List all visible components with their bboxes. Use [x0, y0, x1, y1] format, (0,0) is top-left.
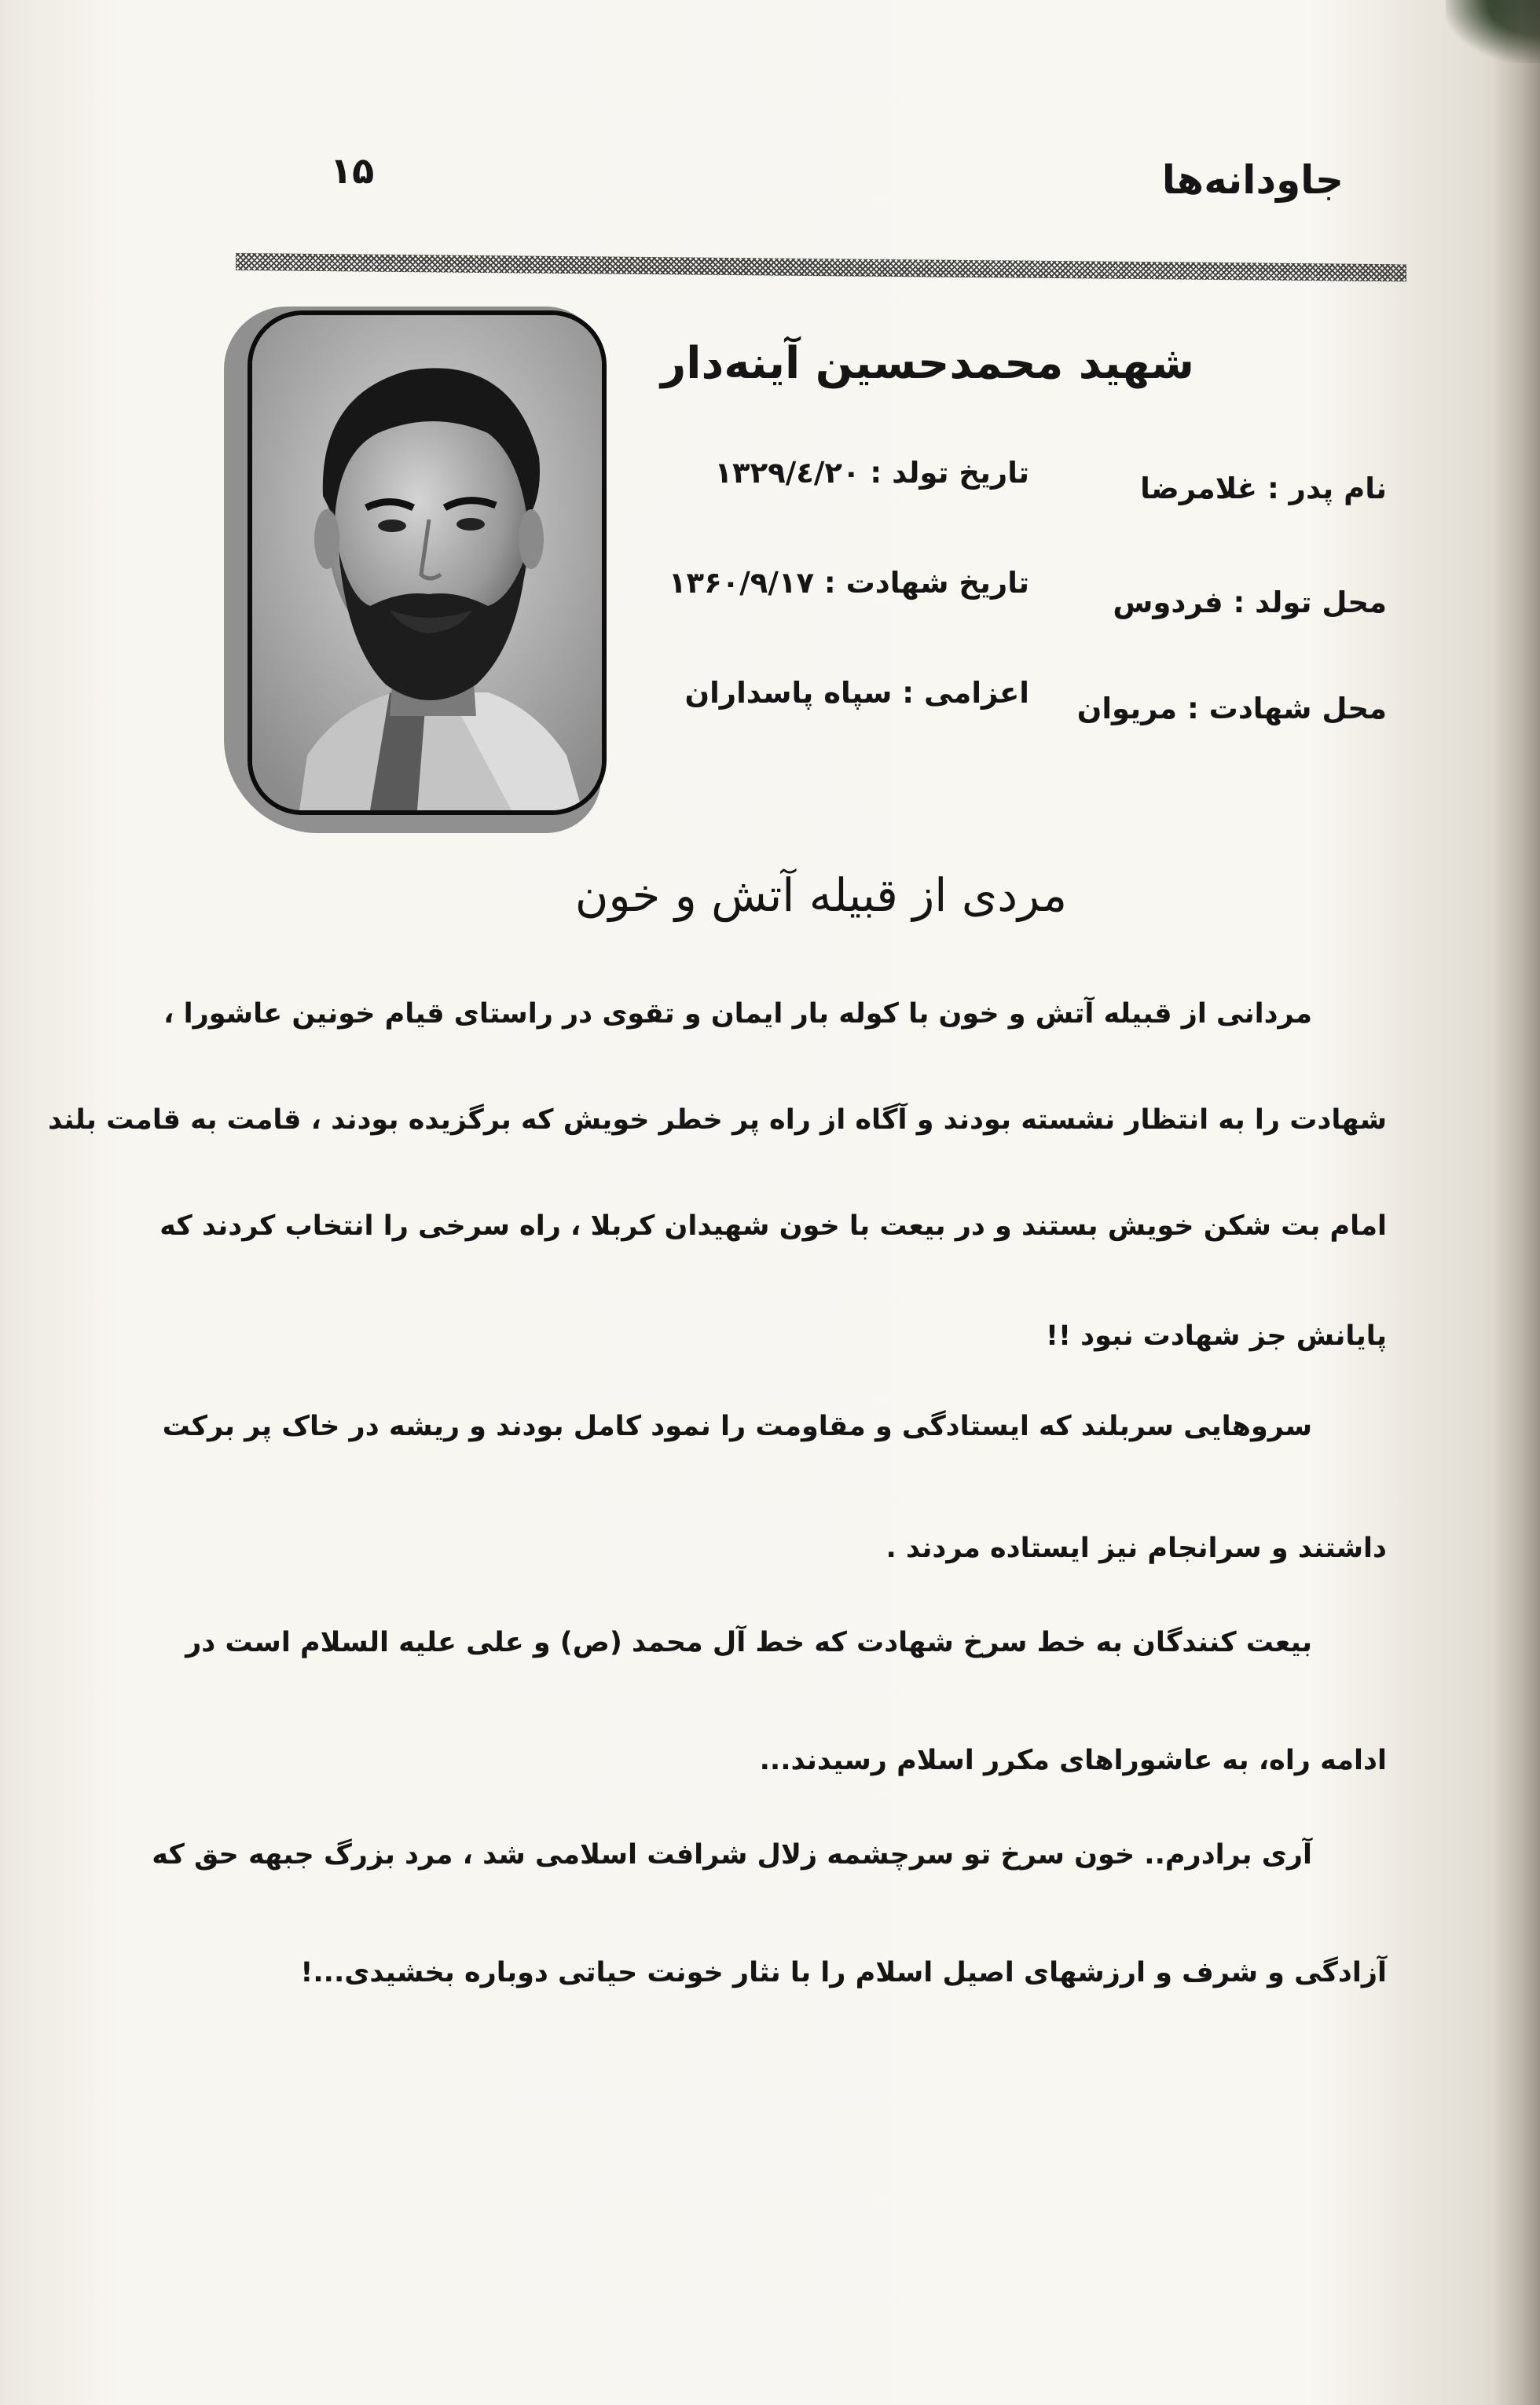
article-line: داشتند و سرانجام نیز ایستاده مردند .: [886, 1533, 1387, 1564]
article-line: مردانی از قبیله آتش و خون با کوله بار ایمان و تقوی در راستای قیام خونین عاشورا ،: [163, 998, 1312, 1030]
martyr-name-title: شهید محمدحسین آینه‌دار: [661, 338, 1194, 389]
dispatched-by: اعزامی : سپاه پاسداران: [684, 676, 1029, 710]
father-name: نام پدر : غلامرضا: [1140, 472, 1387, 505]
birth-date: تاریخ تولد : ۱۳۲۹/٤/۲۰: [714, 456, 1029, 490]
martyrdom-date: تاریخ شهادت : ۱۳۶۰/۹/۱۷: [668, 566, 1029, 600]
martyrdom-place: محل شهادت : مریوان: [1076, 692, 1387, 725]
running-head: جاودانه‌ها: [1161, 157, 1344, 203]
header-divider: [236, 253, 1406, 281]
article-line: بیعت کنندگان به خط سرخ شهادت که خط آل محمد (ص) و علی علیه السلام است در: [185, 1627, 1312, 1658]
martyr-portrait: [248, 310, 607, 815]
page-spine-shadow: [1493, 0, 1540, 2405]
portrait-illustration: [252, 315, 602, 810]
article-line: آری برادرم.. خون سرخ تو سرچشمه زلال شرافت اسلامی شد ، مرد بزرگ جبهه حق که: [152, 1839, 1312, 1871]
birth-place: محل تولد : فردوس: [1113, 586, 1387, 619]
page-number: ۱۵: [330, 149, 375, 192]
article-line: آزادگی و شرف و ارزشهای اصیل اسلام را با نثار خونت حیاتی دوباره بخشیدی...!: [300, 1957, 1387, 1988]
article-line: سروهایی سربلند که ایستادگی و مقاومت را نمود کامل بودند و ریشه در خاک پر برکت: [162, 1411, 1312, 1442]
article-heading: مردی از قبیله آتش و خون: [574, 868, 1068, 922]
article-line: امام بت شکن خویش بستند و در بیعت با خون شهیدان کربلا ، راه سرخی را انتخاب کردند که: [160, 1210, 1387, 1242]
article-line: شهادت را به انتظار نشسته بودند و آگاه از راه پر خطر خویش که برگزیده بودند ، قامت به قامت بلند: [48, 1104, 1387, 1136]
article-line: ادامه راه، به عاشوراهای مکرر اسلام رسیدند...: [759, 1745, 1387, 1776]
article-line: پایانش جز شهادت نبود !!: [1046, 1320, 1387, 1352]
